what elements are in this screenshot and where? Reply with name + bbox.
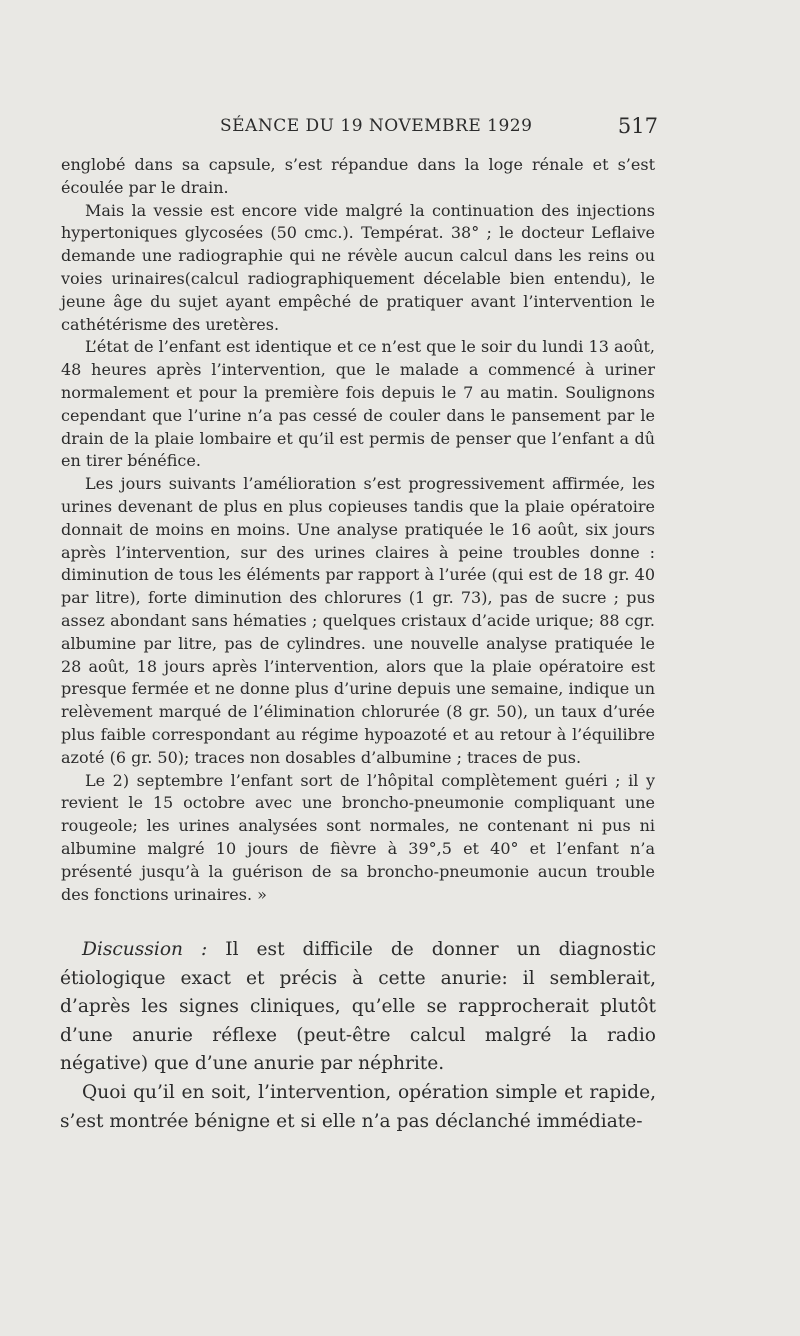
report-paragraph-4: Les jours suivants l’amélioration s’est progressivement affirmée, les urines devenant de plus en plus copieuses tandis que la plaie opératoire donnait de moins en moins. Une analyse pratiquée le 16 août, six jours après l’intervention, sur des urines claires à peine troubles donne : diminution de tous les éléments par rapport à l’urée (qui est de 18 gr. 40 par litre), forte diminution des chlorures (1 gr. 73), pas de sucre ; pus assez abondant sans hématies ; quelques cristaux d’acide urique; 88 cgr. albumine par litre, pas de cylindres. une nouvelle analyse pratiquée le 28 août, 18 jours après l’intervention, alors que la plaie opératoire est presque fermée et ne donne plus d’urine depuis une semaine, indique un relèvement marqué de l’élimination chlorurée (8 gr. 50), un taux d’urée plus faible correspondant au régime hypoazoté et au retour à l’équilibre azoté (6 gr. 50); traces non dosables d’albumine ; traces de pus. (61, 474, 655, 767)
report-paragraph-5: Le 2) septembre l’enfant sort de l’hôpital complètement guéri ; il y revient le 15 octobre avec une broncho-pneumonie compliquant une rougeole; les urines analysées sont normales, ne contenant ni pus ni albumine malgré 10 jours de fièvre à 39°,5 et 40° et l’enfant n’a présenté jusqu’à la guérison de sa broncho-pneumonie aucun trouble des fonctions urinaires. » (61, 770, 655, 904)
discussion-paragraph-1 (60, 936, 656, 1079)
quoted-case-report (61, 154, 655, 906)
discussion-section (60, 936, 656, 1136)
report-paragraph-2: Mais la vessie est encore vide malgré la continuation des injections hypertoniques glycosées (50 cmc.). Températ. 38° ; le docteur Leflaive demande une radiographie qui ne révèle aucun calcul dans les reins ou voies urinaires(calcul radiographiquement décelable bien entendu), le jeune âge du sujet ayant empêché de pratiquer avant l’intervention le cathétérisme des uretères. (61, 200, 655, 334)
discussion-text: Il est difficile de donner un diagnostic étiologique exact et précis à cette anurie: il semblerait, d’après les signes cliniques, qu’elle se rapprocherait plutôt d’une anurie réflexe (peut-être calcul malgré la radio négative) que d’une anurie par néphrite. (60, 939, 656, 1075)
discussion-lead: Discussion : (82, 939, 208, 960)
report-paragraph-3: L’état de l’enfant est identique et ce n’est que le soir du lundi 13 août, 48 heures après l’intervention, que le malade a commencé à uriner normalement et pour la première fois depuis le 7 au matin. Soulignons cependant que l’urine n’a pas cessé de couler dans le pansement par le drain de la plaie lombaire et qu’il est permis de penser que l’enfant a dû en tirer bénéfice. (61, 337, 655, 471)
running-head (62, 112, 662, 142)
page-number: 517 (617, 114, 658, 138)
running-title: SÉANCE DU 19 NOVEMBRE 1929 (220, 116, 533, 136)
discussion-paragraph-2: Quoi qu’il en soit, l’intervention, opération simple et rapide, s’est montrée bénigne et si elle n’a pas déclanché immédiate- (60, 1081, 656, 1132)
report-paragraph-1: englobé dans sa capsule, s’est répandue dans la loge rénale et s’est écoulée par le drain. (61, 155, 655, 197)
